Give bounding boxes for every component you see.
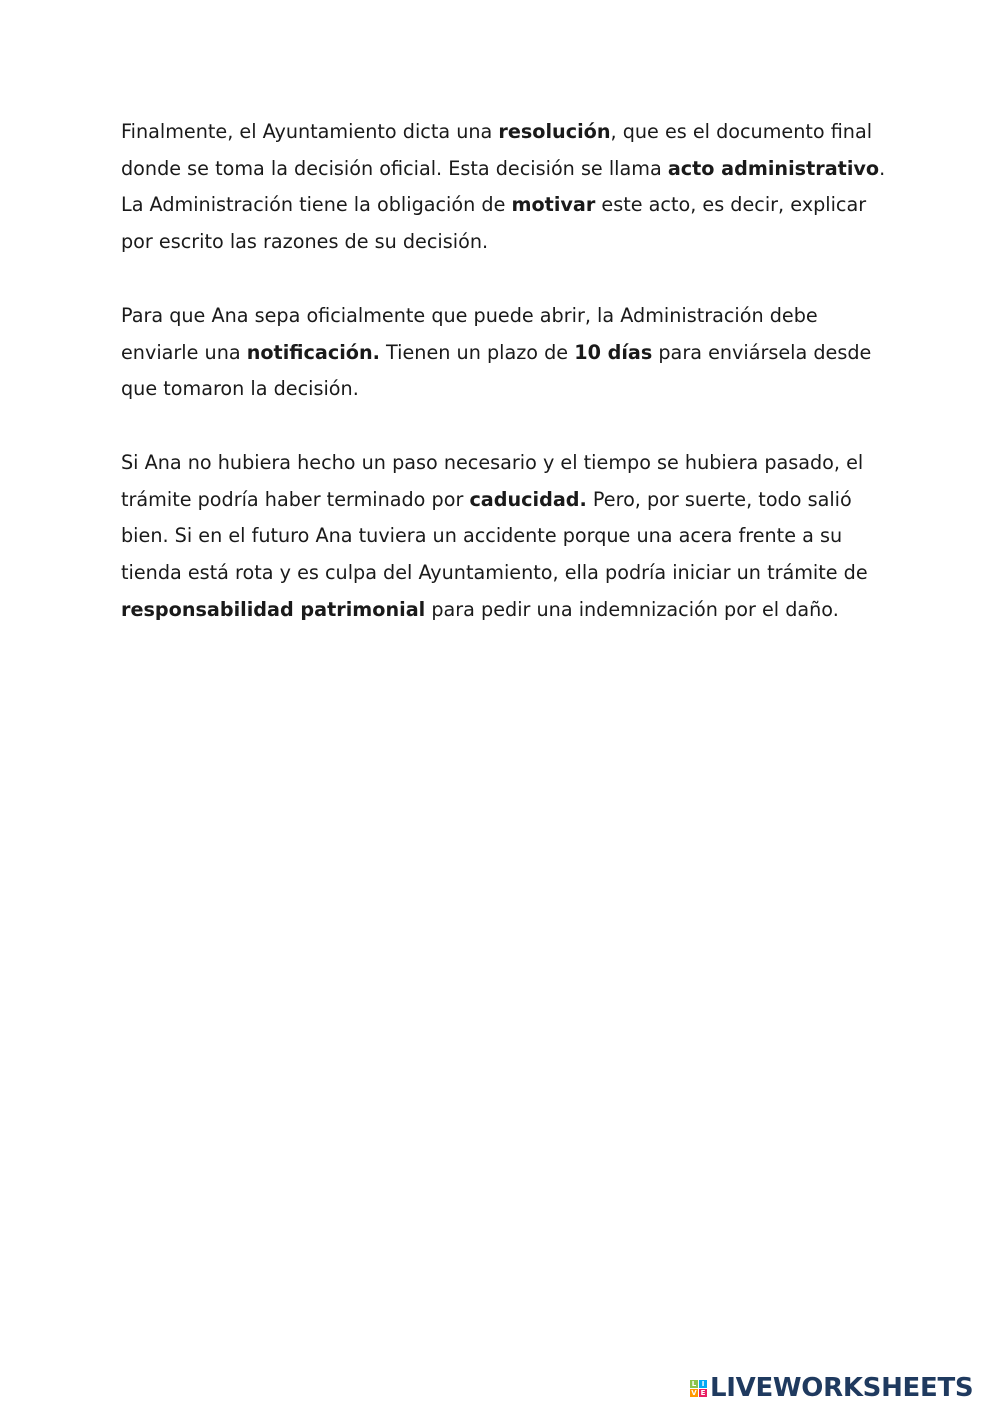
paragraph-resolucion — [121, 114, 901, 261]
text-segment: Tienen un plazo de — [379, 340, 575, 364]
text-segment: Para que Ana sepa oficialmente que puede abrir, la Administración debe enviarle una — [121, 303, 818, 364]
liveworksheets-logo-icon — [690, 1380, 707, 1397]
bold-term-resolucion: resolución — [498, 120, 611, 143]
logo-tile-v: V — [691, 1388, 697, 1397]
paragraph-notificacion — [121, 298, 901, 408]
logo-tile-l: L — [691, 1379, 697, 1388]
text-segment: para enviársela desde que tomaron la decisión. — [121, 340, 872, 401]
bold-term-10-dias: 10 días — [574, 340, 653, 364]
text-segment: este acto, es decir, explicar por escrito las razones de su decisión. — [121, 193, 867, 254]
paragraph-caducidad — [121, 445, 901, 629]
bold-term-acto-administrativo: acto administrativo — [667, 156, 880, 180]
bold-term-motivar: motivar — [511, 193, 596, 217]
text-segment: , que es el documento final donde se toma la decisión oficial. Esta decisión se llama — [121, 120, 873, 180]
text-segment: . La Administración tiene la obligación de — [121, 156, 886, 217]
bold-term-notificacion: notificación. — [246, 340, 380, 364]
liveworksheets-logo — [690, 1372, 973, 1404]
text-segment: Si Ana no hubiera hecho un paso necesario y el tiempo se hubiera pasado, el trámite podría haber terminado por — [121, 450, 864, 511]
text-segment: Pero, por suerte, todo salió bien. Si en el futuro Ana tuviera un accidente porque una acera frente a su tienda está rota y es culpa del Ayuntamiento, ella podría iniciar un trámite de — [121, 487, 868, 585]
logo-tile-e: E — [700, 1388, 706, 1397]
bold-term-caducidad: caducidad. — [469, 487, 587, 511]
logo-tile-i: I — [699, 1380, 707, 1388]
document-body — [121, 114, 901, 665]
text-segment: para pedir una indemnización por el daño. — [425, 597, 839, 621]
liveworksheets-wordmark: LIVEWORKSHEETS — [710, 1373, 974, 1403]
bold-term-responsabilidad-patrimonial: responsabilidad patrimonial — [121, 597, 426, 621]
text-segment: Finalmente, el Ayuntamiento dicta una — [121, 120, 499, 143]
